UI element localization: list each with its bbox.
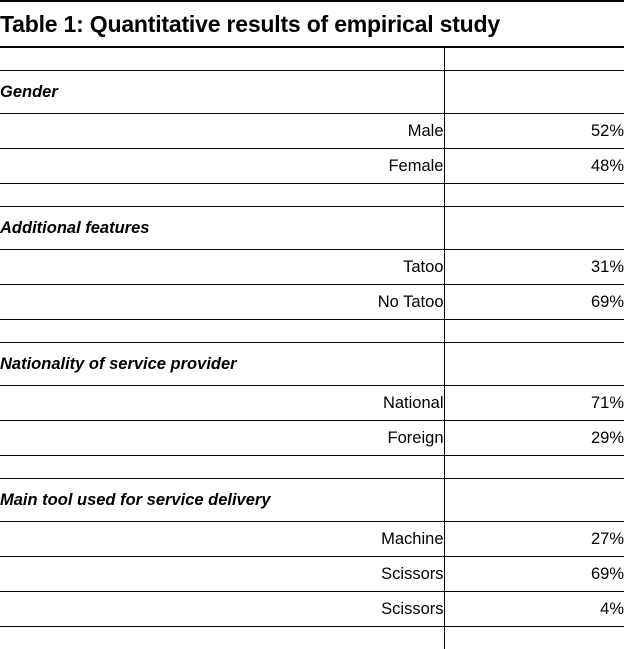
spacer-label-cell xyxy=(0,627,444,649)
table-row xyxy=(0,114,624,149)
row-label: National xyxy=(0,386,444,421)
spacer-row xyxy=(0,456,624,479)
section-header-row xyxy=(0,479,624,522)
row-value: 27% xyxy=(444,522,624,557)
row-label: Scissors xyxy=(0,557,444,592)
spacer-value-cell xyxy=(444,47,624,71)
spacer-row xyxy=(0,627,624,649)
table-row xyxy=(0,421,624,456)
row-value: 52% xyxy=(444,114,624,149)
table-row xyxy=(0,522,624,557)
table-row xyxy=(0,250,624,285)
spacer-label-cell xyxy=(0,47,444,71)
row-value: 4% xyxy=(444,592,624,627)
row-value: 71% xyxy=(444,386,624,421)
row-label: Scissors xyxy=(0,592,444,627)
row-value: 69% xyxy=(444,285,624,320)
spacer-label-cell xyxy=(0,184,444,207)
section-header-nationality: Nationality of service provider xyxy=(0,343,444,386)
table-row xyxy=(0,557,624,592)
section-header-main-tool: Main tool used for service delivery xyxy=(0,479,444,522)
row-value: 31% xyxy=(444,250,624,285)
spacer-label-cell xyxy=(0,456,444,479)
section-header-additional-features: Additional features xyxy=(0,207,444,250)
page-title: Table 1: Quantitative results of empirical study xyxy=(0,1,624,47)
section-header-gender: Gender xyxy=(0,71,444,114)
section-header-value-cell xyxy=(444,71,624,114)
table-row xyxy=(0,285,624,320)
spacer-value-cell xyxy=(444,320,624,343)
row-label: Female xyxy=(0,149,444,184)
row-label: Male xyxy=(0,114,444,149)
table-row xyxy=(0,592,624,627)
row-label: No Tatoo xyxy=(0,285,444,320)
section-header-value-cell xyxy=(444,343,624,386)
section-header-value-cell xyxy=(444,479,624,522)
row-value: 48% xyxy=(444,149,624,184)
table-row xyxy=(0,149,624,184)
row-value: 69% xyxy=(444,557,624,592)
table-row xyxy=(0,386,624,421)
spacer-value-cell xyxy=(444,184,624,207)
row-label: Tatoo xyxy=(0,250,444,285)
spacer-value-cell xyxy=(444,627,624,649)
spacer-row xyxy=(0,184,624,207)
spacer-label-cell xyxy=(0,320,444,343)
row-label: Foreign xyxy=(0,421,444,456)
row-label: Machine xyxy=(0,522,444,557)
section-header-row xyxy=(0,207,624,250)
section-header-row xyxy=(0,343,624,386)
row-value: 29% xyxy=(444,421,624,456)
section-header-row xyxy=(0,71,624,114)
spacer-value-cell xyxy=(444,456,624,479)
spacer-row xyxy=(0,47,624,71)
section-header-value-cell xyxy=(444,207,624,250)
spacer-row xyxy=(0,320,624,343)
table-title-row xyxy=(0,1,624,47)
